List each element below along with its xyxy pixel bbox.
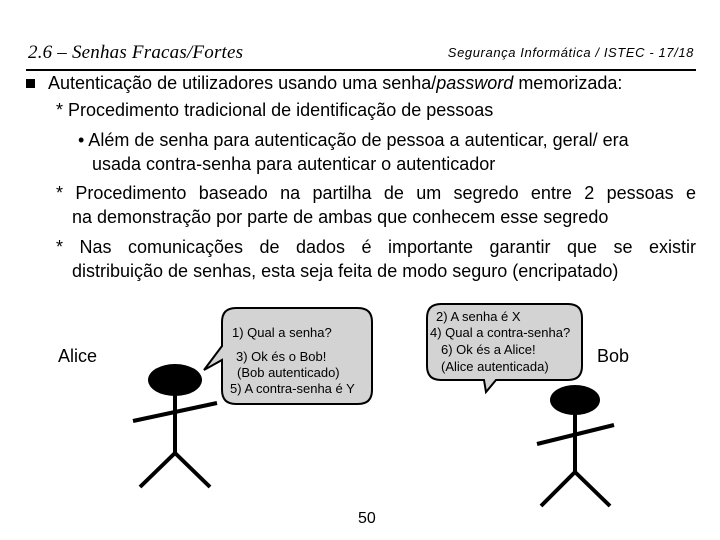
- main-bullet-prefix: Autenticação de utilizadores usando uma senha/: [48, 73, 437, 93]
- course-header: Segurança Informática / ISTEC - 17/18: [447, 45, 694, 60]
- alice-head: [148, 364, 202, 396]
- bob-bubble-line-2: 4) Qual a contra-senha?: [430, 325, 571, 340]
- bob-name-label: Bob: [597, 346, 630, 366]
- main-bullet-suffix: memorizada:: [513, 73, 623, 93]
- page-number: 50: [358, 510, 376, 527]
- slide-title: 2.6 – Senhas Fracas/Fortes: [28, 42, 244, 63]
- alice-bubble-line-2: 3) Ok és o Bob!: [236, 349, 327, 364]
- sub-bullet-data-comm-line-1: * Nas comunicações de dados é importante garantir que se existir: [56, 237, 696, 257]
- main-bullet-emphasis: password: [436, 73, 514, 93]
- bob-bubble-line-1: 2) A senha é X: [436, 309, 521, 324]
- bob-right-leg: [575, 472, 610, 506]
- alice-right-leg: [175, 453, 210, 487]
- bob-left-leg: [541, 472, 575, 506]
- bob-bubble-line-3: 6) Ok és a Alice!: [441, 342, 536, 357]
- detail-line-1: • Além de senha para autenticação de pessoa a autenticar, geral/ era: [78, 130, 629, 150]
- alice-bubble-line-1: 1) Qual a senha?: [232, 325, 332, 340]
- alice-stick-figure: [133, 364, 217, 487]
- alice-name-label: Alice: [58, 346, 98, 366]
- sub-bullet-shared-secret-line-1: * Procedimento baseado na partilha de um segredo entre 2 pessoas e: [56, 183, 696, 203]
- bob-head: [550, 385, 600, 415]
- alice-bubble-line-4: 5) A contra-senha é Y: [230, 381, 355, 396]
- bob-stick-figure: [537, 385, 614, 506]
- sub-bullet-traditional: * Procedimento tradicional de identificação de pessoas: [56, 100, 494, 120]
- bob-bubble-line-4: (Alice autenticada): [441, 359, 549, 374]
- sub-bullet-shared-secret-line-2: na demonstração por parte de ambas que conhecem esse segredo: [72, 207, 609, 227]
- alice-bubble-line-3: (Bob autenticado): [237, 365, 340, 380]
- alice-left-leg: [140, 453, 175, 487]
- sub-bullet-data-comm-line-2: distribuição de senhas, esta seja feita de modo seguro (encripatado): [72, 261, 619, 281]
- detail-line-2: usada contra-senha para autenticar o autenticador: [92, 154, 496, 174]
